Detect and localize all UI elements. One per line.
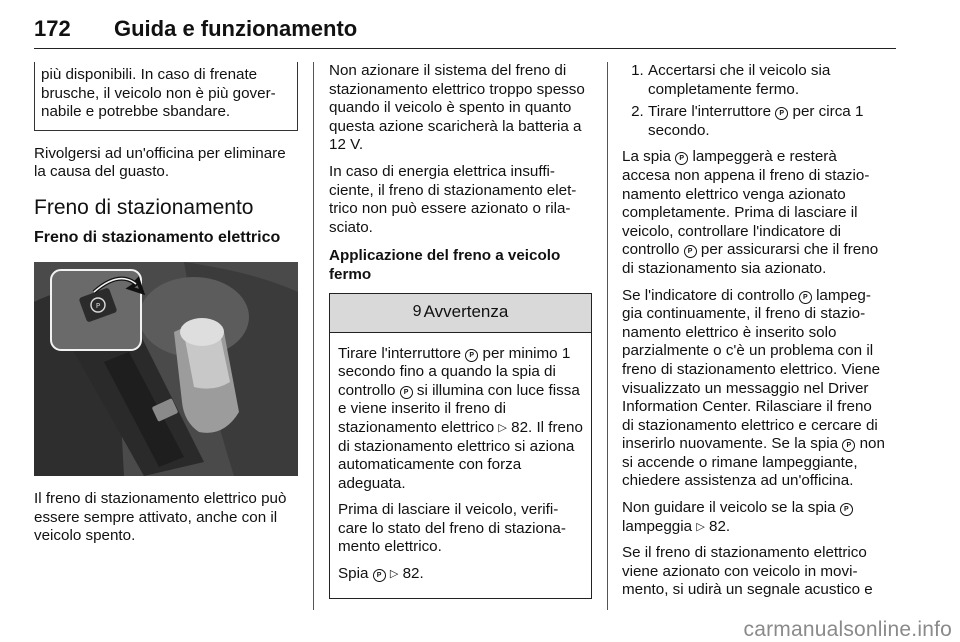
page-header bbox=[34, 10, 896, 50]
paragraph: Se l'indicatore di controllo P lampeg-gia continuamente, il freno di stazio-namento elettrico è inserito solo parzialmente o c'è un problema con il freno di stazionamento elettrico. Viene visualizzato un messaggio nel Driver Information Center. Rilasciare il freno di stazionamento elettrico e cercare di inserirlo nuovamente. Se la spia P non si accende o rimane lampeggiante, chiedere assistenza ad un'officina. bbox=[622, 286, 885, 490]
parking-brake-icon: P bbox=[799, 291, 812, 304]
paragraph: Il freno di stazionamento elettrico può essere sempre attivato, anche con il veicolo spento. bbox=[34, 489, 287, 545]
paragraph: Non guidare il veicolo se la spia P lampeggia ▷ 82. bbox=[622, 499, 887, 536]
warning-box bbox=[329, 293, 592, 599]
warning-title: Avvertenza bbox=[423, 302, 509, 322]
column-divider-2 bbox=[607, 62, 608, 610]
section-heading: Freno di stazionamento bbox=[34, 195, 254, 219]
svg-text:P: P bbox=[95, 301, 101, 310]
warning-continuation-text: più disponibili. In caso di frenate brusche, il veicolo non è più gover-nabile e potrebbe sbandare. bbox=[41, 66, 276, 121]
warning-header bbox=[330, 294, 591, 333]
parking-brake-icon: P bbox=[465, 349, 478, 362]
page-number: 172 bbox=[34, 16, 71, 41]
paragraph: Se il freno di stazionamento elettrico viene azionato con veicolo in movi-mento, si udirà un segnale acustico e bbox=[622, 544, 873, 599]
parking-brake-icon: P bbox=[684, 245, 697, 258]
page-reference-icon[interactable]: ▷ bbox=[498, 421, 507, 434]
subsection-heading: Freno di stazionamento elettrico bbox=[34, 228, 281, 246]
parking-brake-icon: P bbox=[373, 569, 386, 582]
parking-brake-icon: P bbox=[775, 107, 788, 120]
warning-icon: 9 bbox=[412, 303, 422, 321]
watermark: carmanualsonline.info bbox=[743, 618, 952, 641]
page-reference-icon[interactable]: ▷ bbox=[389, 568, 399, 581]
header-rule bbox=[34, 48, 896, 49]
chapter-title: Guida e funzionamento bbox=[114, 16, 358, 41]
parking-brake-icon: P bbox=[400, 386, 413, 399]
column-3 bbox=[622, 62, 887, 608]
list-item: 2. Tirare l'interruttore P per circa 1 secondo. bbox=[648, 103, 887, 140]
paragraph: Rivolgersi ad un'officina per eliminare la causa del guasto. bbox=[34, 144, 286, 181]
paragraph: In caso di energia elettrica insuffi-ciente, il freno di stazionamento elet-trico non può essere azionato o rila-sciato. bbox=[329, 162, 577, 236]
warning-paragraph: Spia P ▷ 82. bbox=[338, 565, 424, 583]
column-1 bbox=[34, 62, 298, 554]
parking-brake-switch-illustration bbox=[34, 262, 298, 476]
paragraph: Non azionare il sistema del freno di stazionamento elettrico troppo spesso quando il veicolo è spento in quanto questa azione scaricherà la batteria a 12 V. bbox=[329, 62, 585, 154]
parking-brake-icon: P bbox=[675, 152, 688, 165]
steps-list bbox=[622, 62, 887, 140]
continued-warning-box bbox=[34, 62, 298, 131]
warning-body bbox=[330, 333, 591, 598]
warning-paragraph: Tirare l'interruttore P per minimo 1 secondo fino a quando la spia di controllo P si illumina con luce fissa e viene inserito il freno di stazionamento elettrico ▷ 82. Il freno di stazionamento elettrico si aziona automaticamente con forza adeguata. bbox=[338, 344, 583, 492]
paragraph: La spia P lampeggerà e resterà accesa non appena il freno di stazio-namento elettrico venga azionato completamente. Prima di lasciare il veicolo, controllare l'indicatore di controllo P per assicurarsi che il freno di stazionamento sia azionato. bbox=[622, 148, 879, 277]
column-2 bbox=[329, 62, 592, 599]
parking-brake-icon: P bbox=[840, 503, 853, 516]
page-reference-icon[interactable]: ▷ bbox=[696, 520, 705, 533]
column-divider-1 bbox=[313, 62, 314, 610]
subsection-heading: Applicazione del freno a veicolo fermo bbox=[329, 247, 561, 283]
list-item: 1. Accertarsi che il veicolo sia completamente fermo. bbox=[648, 62, 887, 99]
parking-brake-icon: P bbox=[842, 439, 855, 452]
warning-paragraph: Prima di lasciare il veicolo, verifi-care lo stato del freno di staziona-mento elettrico. bbox=[338, 501, 566, 556]
